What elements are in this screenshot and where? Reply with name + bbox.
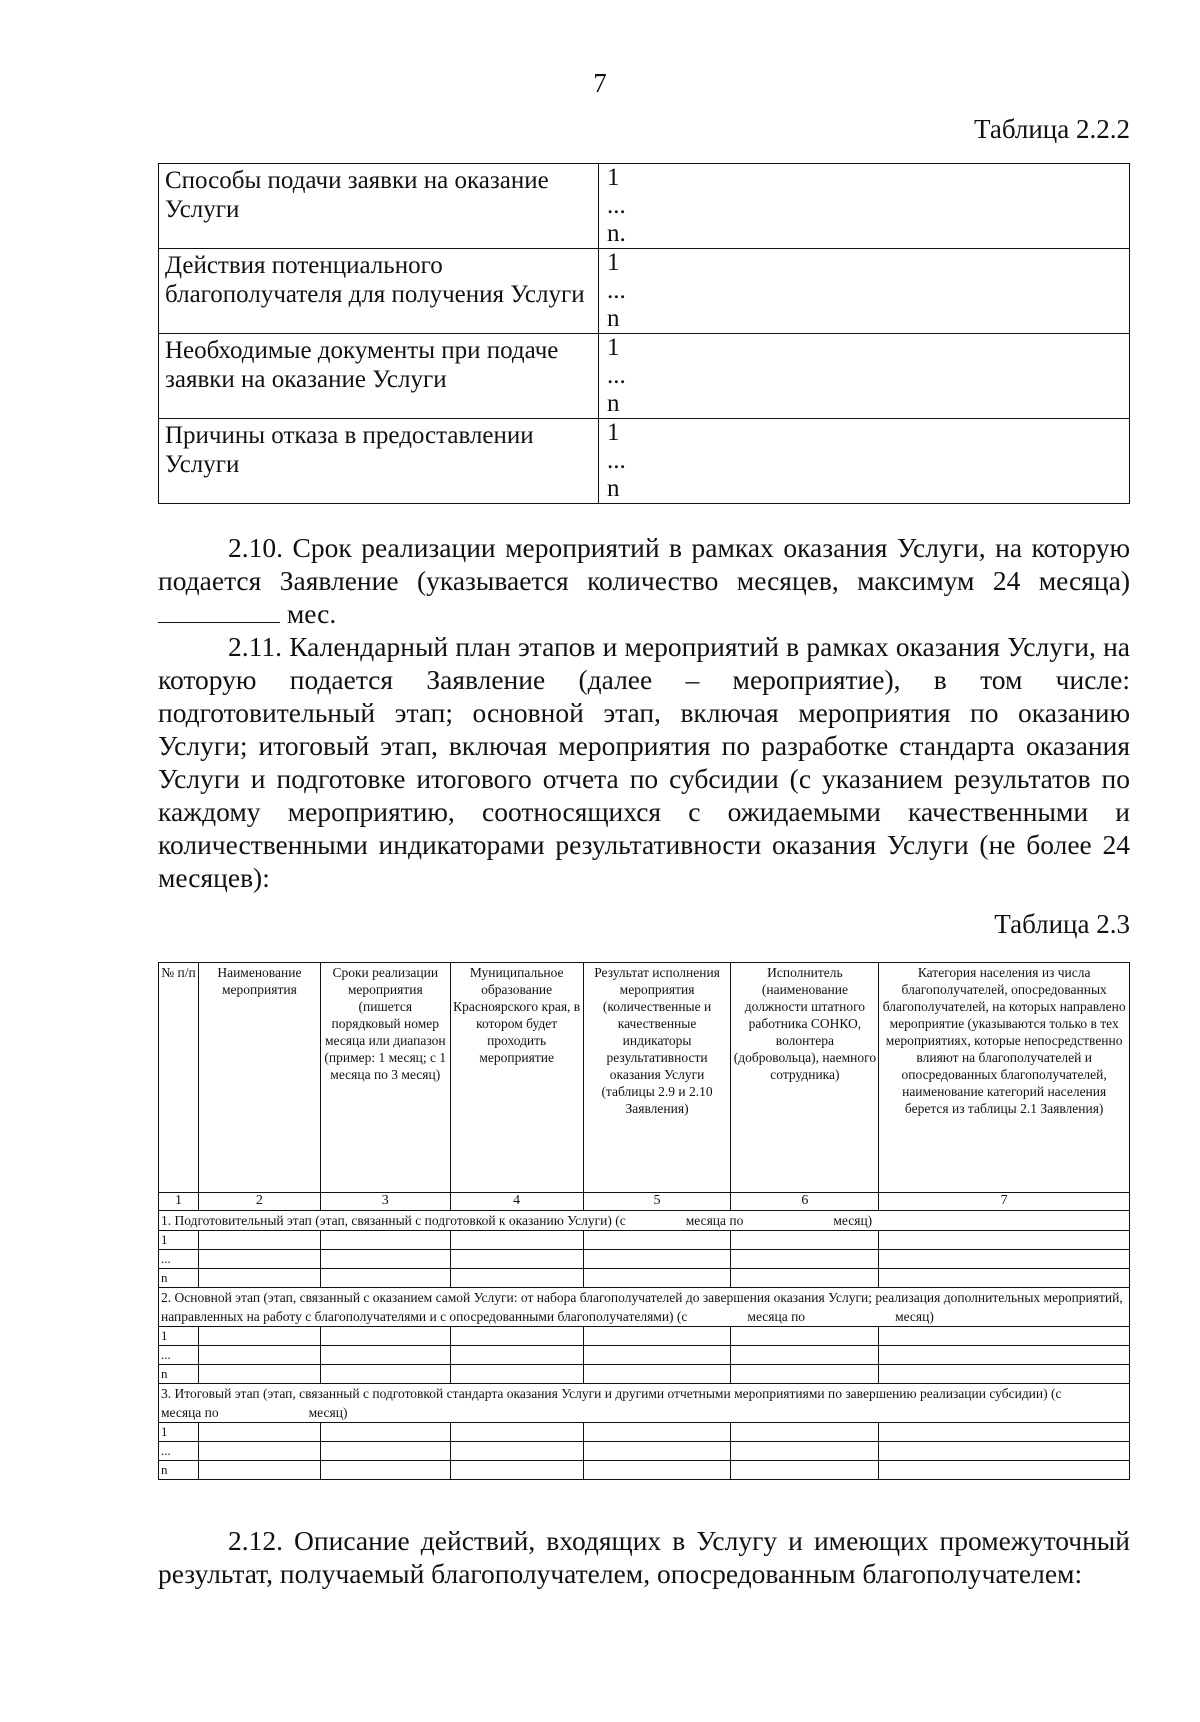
row-marker: n — [159, 1269, 199, 1288]
column-number: 6 — [731, 1193, 879, 1211]
stage-from: месяца по — [685, 1213, 744, 1228]
section-2-10-text: 2.10. Срок реализации мероприятий в рамках оказания Услуги, на которую подается Заявление (указывается количество месяцев, максимум 24 месяца) — [158, 532, 1130, 596]
header-row — [159, 963, 1130, 1193]
table-row — [159, 1346, 1130, 1365]
value-ellipsis: ... — [607, 192, 626, 219]
stage-to: месяц) — [833, 1213, 873, 1228]
col-header-population-category: Категория населения из числа благополучателей, опосредованных благополучателей, на которых направлено мероприятие (указываются только в тех мероприятиях, которые непосредственно влияют на благополучателей и опосредованных благополучателей, наименование категорий населения берется из таблицы 2.1 Заявления) — [879, 963, 1130, 1193]
row-marker: 1 — [159, 1231, 199, 1250]
stage-from: месяца по — [161, 1405, 219, 1420]
table-caption-2-2-2: Таблица 2.2.2 — [974, 114, 1130, 144]
stage-row-main — [159, 1288, 1130, 1327]
stage-to: месяц) — [308, 1405, 348, 1420]
months-unit: мес. — [286, 598, 337, 629]
row-marker: n — [159, 1365, 199, 1384]
column-number: 7 — [879, 1193, 1130, 1211]
stage-row-final — [159, 1384, 1130, 1423]
value-ellipsis: ... — [607, 277, 626, 304]
column-number: 4 — [450, 1193, 583, 1211]
value-last: n. — [607, 220, 626, 247]
row-marker: 1 — [159, 1423, 199, 1442]
row-marker: ... — [159, 1346, 199, 1365]
submission-methods-table — [158, 163, 1130, 504]
section-2-10 — [158, 531, 1130, 630]
col-header-executor: Исполнитель (наименование должности штатного работника СОНКО, волонтера (добровольца), наемного сотрудника) — [731, 963, 879, 1193]
row-marker: ... — [159, 1442, 199, 1461]
stage-title: 2. Основной этап (этап, связанный с оказанием самой Услуги: от набора благополучателей до завершения оказания Услуги; реализация дополнительных мероприятий, направленных на работу с благополучателями и с опосредованными благополучателями) (с — [161, 1290, 1123, 1324]
value-first: 1 — [607, 164, 620, 191]
table-row — [159, 249, 1130, 334]
table-row — [159, 1269, 1130, 1288]
table-row — [159, 1442, 1130, 1461]
col-header-timeline: Сроки реализации мероприятия (пишется порядковый номер месяца или диапазон (пример: 1 месяц; с 1 месяца по 3 месяц) — [320, 963, 450, 1193]
table-row — [159, 1461, 1130, 1480]
stage-title: 1. Подготовительный этап (этап, связанный с подготовкой к оказанию Услуги) (с — [161, 1213, 626, 1228]
stage-title: 3. Итоговый этап (этап, связанный с подготовкой стандарта оказания Услуги и другими отчетными мероприятиями по завершению реализации субсидии) (с — [161, 1386, 1062, 1401]
row-marker: n — [159, 1461, 199, 1480]
table-row — [159, 1365, 1130, 1384]
column-number: 3 — [320, 1193, 450, 1211]
section-2-11-text: 2.11. Календарный план этапов и мероприятий в рамках оказания Услуги, на которую подается Заявление (далее – мероприятие), в том числе: подготовительный этап; основной этап, включая мероприятия по оказанию Услуги; итоговый этап, включая мероприятия по разработке стандарта оказания Услуги и подготовке итогового отчета по субсидии (с указанием результатов по каждому мероприятию, соотносящихся с ожидаемыми качественными и количественными индикаторами результативности оказания Услуги (не более 24 месяцев): — [158, 631, 1130, 893]
stage-to: месяц) — [895, 1309, 934, 1324]
table-row — [159, 1327, 1130, 1346]
section-2-12-text: 2.12. Описание действий, входящих в Услугу и имеющих промежуточный результат, получаемый благополучателем, опосредованным благополучателем: — [158, 1525, 1130, 1589]
column-number: 1 — [159, 1193, 199, 1211]
table-row — [159, 1423, 1130, 1442]
col-header-municipality: Муниципальное образование Красноярского края, в котором будет проходить мероприятие — [450, 963, 583, 1193]
table-row — [159, 1231, 1130, 1250]
row-label: Способы подачи заявки на оказание Услуги — [159, 164, 599, 249]
calendar-plan-table — [158, 962, 1130, 1480]
table-row — [159, 419, 1130, 504]
col-header-activity-name: Наименование мероприятия — [198, 963, 320, 1193]
stage-row-preparatory — [159, 1211, 1130, 1231]
column-number: 5 — [583, 1193, 731, 1211]
section-2-12 — [158, 1524, 1130, 1590]
section-2-11 — [158, 630, 1130, 894]
value-ellipsis: ... — [607, 447, 626, 474]
table-caption-2-3: Таблица 2.3 — [994, 909, 1130, 939]
value-first: 1 — [607, 334, 620, 361]
row-marker: 1 — [159, 1327, 199, 1346]
value-first: 1 — [607, 419, 620, 446]
row-label: Необходимые документы при подаче заявки на оказание Услуги — [159, 334, 599, 419]
value-first: 1 — [607, 249, 620, 276]
table-row — [159, 1250, 1130, 1269]
col-header-result: Результат исполнения мероприятия (количественные и качественные индикаторы результативности оказания Услуги (таблицы 2.9 и 2.10 Заявления) — [583, 963, 731, 1193]
value-last: n — [607, 475, 620, 502]
column-number: 2 — [198, 1193, 320, 1211]
page-number: 7 — [593, 68, 607, 98]
column-number-row — [159, 1193, 1130, 1211]
stage-from: месяца по — [747, 1309, 806, 1324]
col-header-number: № п/п — [159, 963, 199, 1193]
table-row — [159, 164, 1130, 249]
value-last: n — [607, 305, 620, 332]
row-label: Действия потенциального благополучателя для получения Услуги — [159, 249, 599, 334]
value-ellipsis: ... — [607, 362, 626, 389]
value-last: n — [607, 390, 620, 417]
row-label: Причины отказа в предоставлении Услуги — [159, 419, 599, 504]
table-row — [159, 334, 1130, 419]
months-blank — [158, 598, 280, 623]
row-marker: ... — [159, 1250, 199, 1269]
